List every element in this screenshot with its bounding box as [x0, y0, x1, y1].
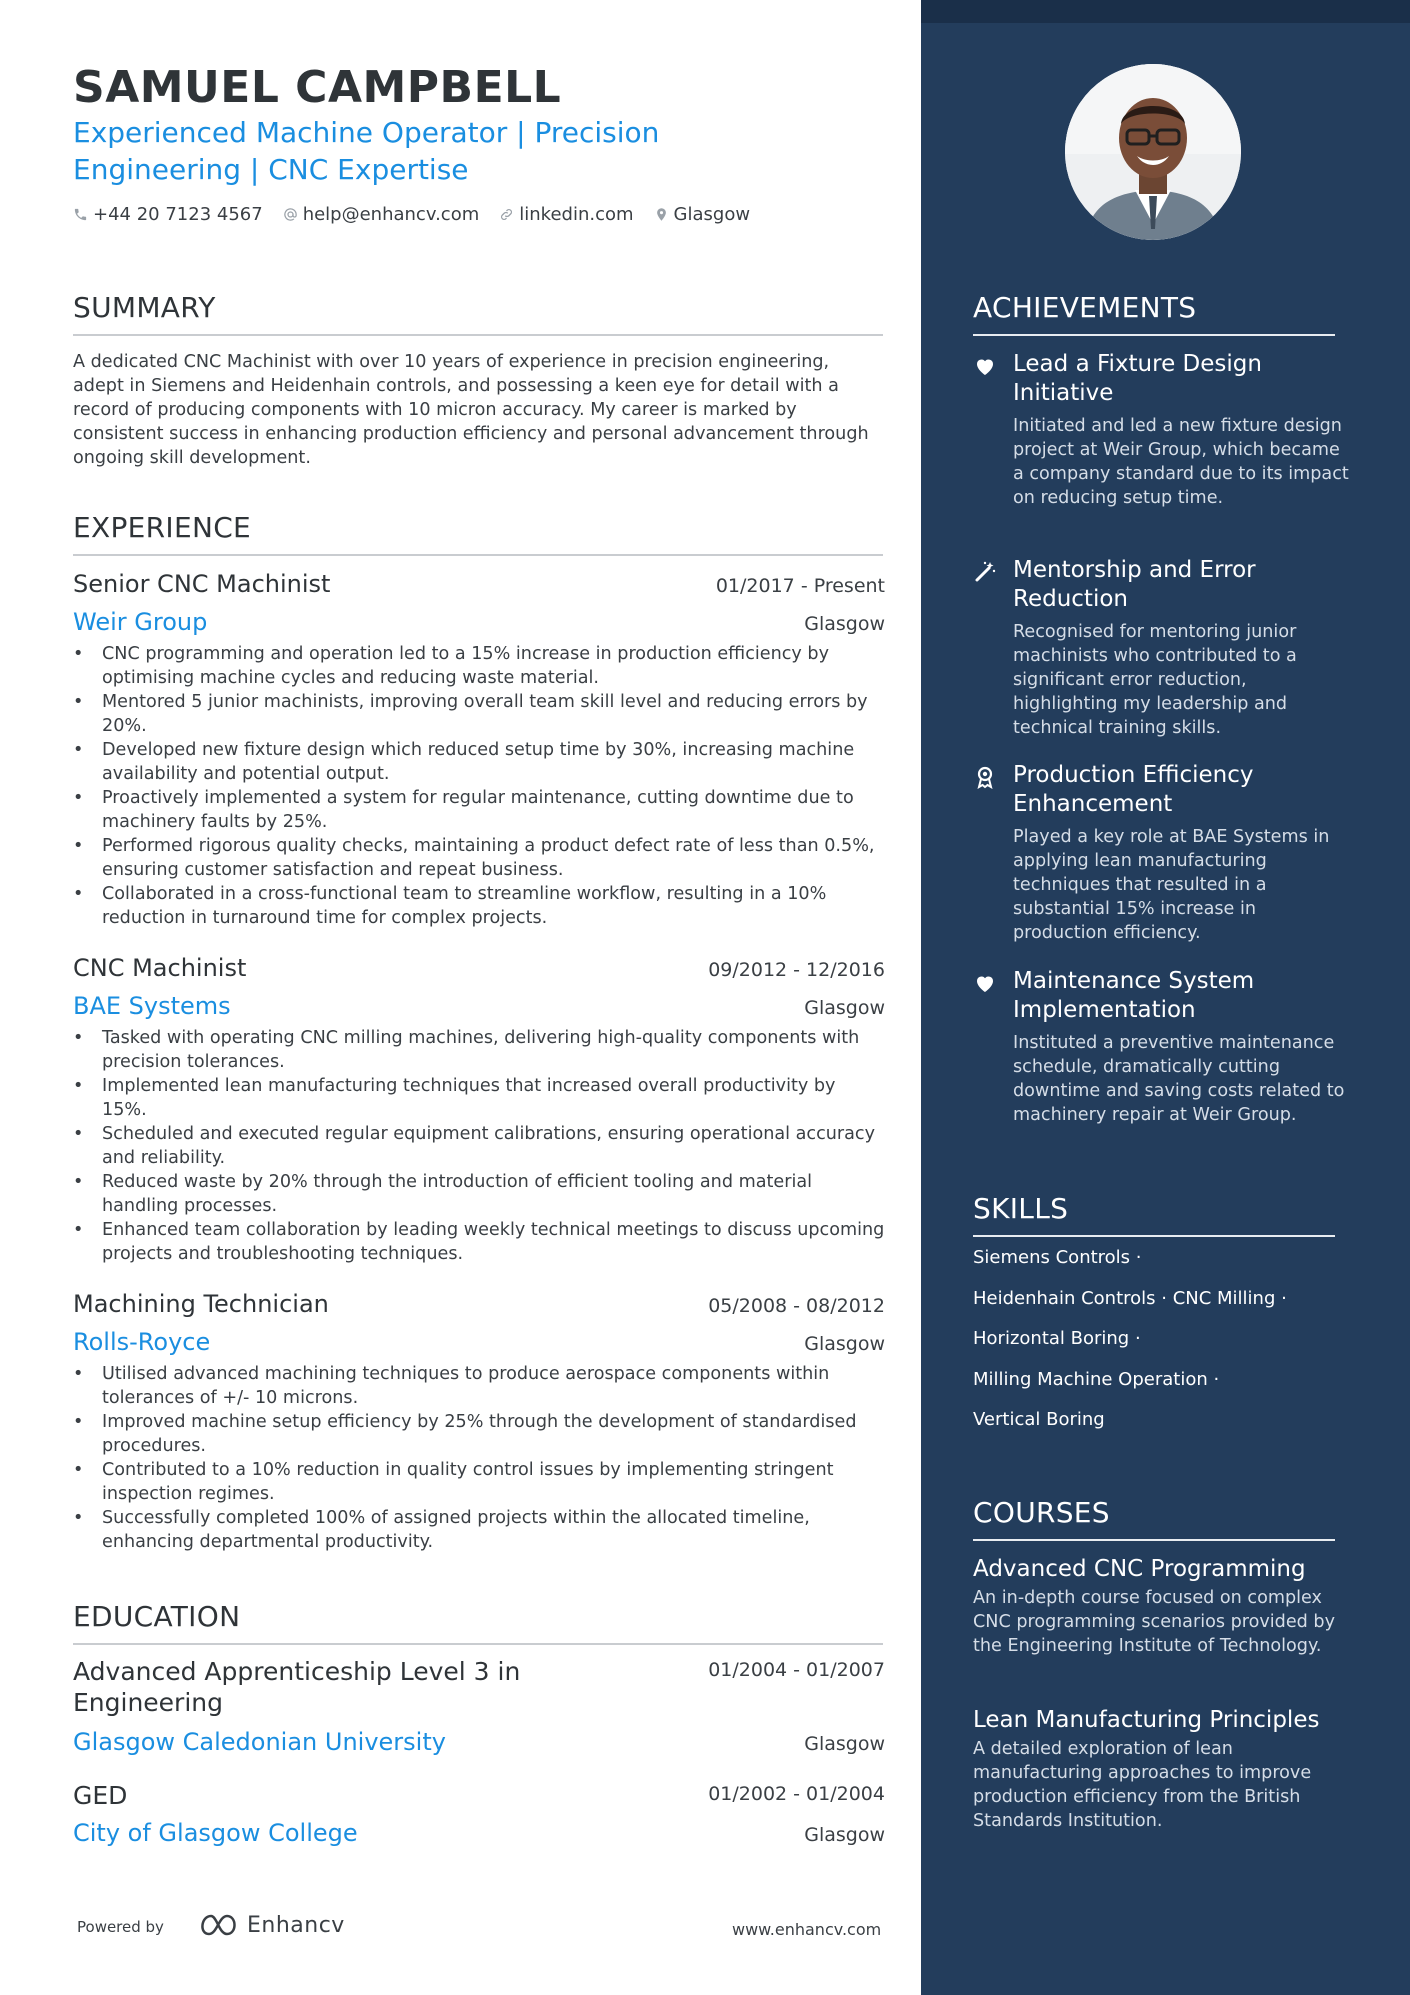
edu-school: Glasgow Caledonian University [73, 1728, 446, 1756]
course-desc: An in-depth course focused on complex CNC programming scenarios provided by the Engineering Institute of Technology. [973, 1588, 1336, 1656]
job-location: Glasgow [804, 613, 885, 635]
job-bullet: • Mentored 5 junior machinists, improving overall team skill level and reducing errors by 20%. [73, 690, 885, 738]
job-bullet: • Successfully completed 100% of assigned projects within the allocated timeline, enhancing departmental productivity. [73, 1506, 885, 1554]
headline: Experienced Machine Operator | Precision Engineering | CNC Expertise [73, 116, 660, 186]
education-entry [73, 1780, 885, 1847]
footer-url[interactable]: www.enhancv.com [732, 1920, 882, 1939]
job-bullet: • Reduced waste by 20% through the introduction of efficient tooling and material handling processes. [73, 1170, 885, 1218]
edu-degree: Advanced Apprenticeship Level 3 in Engineering [73, 1657, 521, 1717]
job-bullet: • Scheduled and executed regular equipment calibrations, ensuring operational accuracy and reliability. [73, 1122, 885, 1170]
job-dates: 01/2017 - Present [715, 575, 885, 597]
achievement-item [973, 556, 1353, 740]
award-icon [973, 765, 997, 789]
job-bullet: • Utilised advanced machining techniques to produce aerospace components within tolerances of +/- 10 microns. [73, 1362, 885, 1410]
skill-item: Siemens Controls · [973, 1247, 1142, 1268]
job-bullet: • Proactively implemented a system for regular maintenance, cutting downtime due to machinery faults by 25%. [73, 786, 885, 834]
sidebar [921, 0, 1410, 1995]
job-bullet: • Performed rigorous quality checks, maintaining a product defect rate of less than 0.5%, ensuring customer satisfaction and repeat business. [73, 834, 885, 882]
job-entry [73, 570, 885, 930]
achievement-item [973, 967, 1353, 1127]
education-entry [73, 1656, 885, 1756]
link-icon [499, 207, 514, 222]
at-icon [283, 207, 298, 222]
contact-bar [73, 202, 770, 226]
skill-item: Horizontal Boring · [973, 1328, 1141, 1349]
achievements-heading: ACHIEVEMENTS [973, 291, 1335, 336]
skill-item: Heidenhain Controls · CNC Milling · [973, 1287, 1287, 1309]
contact-location [654, 204, 751, 225]
heart-icon [973, 971, 997, 995]
courses-heading: COURSES [973, 1496, 1335, 1541]
powered-by-label: Powered by [77, 1918, 164, 1936]
course-desc: A detailed exploration of lean manufacturing approaches to improve production efficiency from the British Standards Institution. [973, 1739, 1312, 1831]
job-location: Glasgow [804, 997, 885, 1019]
achievement-desc: Initiated and led a new fixture design project at Weir Group, which became a company standard due to its impact on reducing setup time. [1013, 416, 1349, 508]
education-heading: EDUCATION [73, 1600, 883, 1645]
job-title: CNC Machinist [73, 954, 247, 982]
summary-heading: SUMMARY [73, 291, 883, 336]
course-item [973, 1554, 1353, 1658]
skill-item: Vertical Boring [973, 1409, 1105, 1430]
course-title: Advanced CNC Programming [973, 1556, 1306, 1582]
contact-linkedin-text: linkedin.com [519, 203, 634, 225]
brand-name: Enhancv [247, 1912, 345, 1938]
job-title: Machining Technician [73, 1290, 329, 1318]
course-item [973, 1705, 1353, 1833]
candidate-name: SAMUEL CAMPBELL [73, 62, 562, 113]
skill-item: Milling Machine Operation · [973, 1368, 1220, 1390]
location-pin-icon [654, 207, 669, 222]
job-company: Rolls-Royce [73, 1328, 211, 1356]
course-title: Lean Manufacturing Principles [973, 1707, 1320, 1733]
job-bullet: • CNC programming and operation led to a 15% increase in production efficiency by optimising machine cycles and reducing waste material. [73, 642, 885, 690]
achievement-desc: Instituted a preventive maintenance schedule, dramatically cutting downtime and saving costs related to machinery repair at Weir Group. [1013, 1033, 1345, 1125]
job-bullets [73, 1362, 885, 1554]
job-bullet: • Developed new fixture design which reduced setup time by 30%, increasing machine availability and potential output. [73, 738, 885, 786]
achievement-title: Lead a Fixture Design Initiative [1013, 351, 1262, 406]
job-bullet: • Implemented lean manufacturing techniques that increased overall productivity by 15%. [73, 1074, 885, 1122]
contact-linkedin[interactable] [499, 204, 633, 225]
sidebar-top-band [921, 0, 1410, 23]
job-bullets [73, 642, 885, 930]
edu-location: Glasgow [804, 1824, 885, 1846]
avatar [1065, 64, 1241, 240]
experience-heading: EXPERIENCE [73, 511, 883, 556]
achievement-item [973, 761, 1353, 945]
heart-icon [973, 354, 997, 378]
portrait-image [1065, 64, 1241, 240]
achievement-title: Mentorship and Error Reduction [1013, 557, 1256, 612]
job-location: Glasgow [804, 1333, 885, 1355]
contact-email[interactable] [283, 204, 480, 225]
enhancv-logo-icon [195, 1912, 241, 1938]
edu-location: Glasgow [804, 1733, 885, 1755]
job-dates: 05/2008 - 08/2012 [708, 1295, 885, 1317]
contact-phone[interactable] [73, 204, 263, 225]
achievement-desc: Recognised for mentoring junior machinists who contributed to a significant error reduction, highlighting my leadership and technical training skills. [1013, 622, 1297, 738]
job-bullet: • Contributed to a 10% reduction in quality control issues by implementing stringent inspection regimes. [73, 1458, 885, 1506]
contact-email-text: help@enhancv.com [302, 203, 480, 225]
job-bullet: • Enhanced team collaboration by leading weekly technical meetings to discuss upcoming projects and troubleshooting techniques. [73, 1218, 885, 1266]
contact-phone-text: +44 20 7123 4567 [93, 203, 263, 225]
edu-degree: GED [73, 1781, 128, 1810]
summary-text: A dedicated CNC Machinist with over 10 years of experience in precision engineering, adept in Siemens and Heidenhain controls, and possessing a keen eye for detail with a record of producing components with 10 micron accuracy. My career is marked by consistent success in enhancing production efficiency and personal advancement through ongoing skill development. [73, 352, 869, 468]
contact-location-text: Glasgow [673, 203, 751, 225]
achievement-item [973, 350, 1353, 510]
edu-dates: 01/2004 - 01/2007 [708, 1659, 885, 1681]
phone-icon [73, 207, 88, 222]
job-entry [73, 954, 885, 1266]
enhancv-logo[interactable] [195, 1912, 345, 1938]
job-dates: 09/2012 - 12/2016 [708, 959, 885, 981]
edu-dates: 01/2002 - 01/2004 [708, 1783, 885, 1805]
job-company: BAE Systems [73, 992, 231, 1020]
job-bullet: • Tasked with operating CNC milling machines, delivering high-quality components with precision tolerances. [73, 1026, 885, 1074]
job-bullet: • Improved machine setup efficiency by 25% through the development of standardised procedures. [73, 1410, 885, 1458]
achievement-title: Maintenance System Implementation [1013, 968, 1255, 1023]
job-title: Senior CNC Machinist [73, 570, 331, 598]
magic-wand-icon [973, 560, 997, 584]
job-bullets [73, 1026, 885, 1266]
job-bullet: • Collaborated in a cross-functional team to streamline workflow, resulting in a 10% reduction in turnaround time for complex projects. [73, 882, 885, 930]
job-entry [73, 1290, 885, 1554]
achievement-desc: Played a key role at BAE Systems in applying lean manufacturing techniques that resulted in a substantial 15% increase in production efficiency. [1013, 827, 1330, 943]
job-company: Weir Group [73, 608, 208, 636]
skills-list [973, 1247, 1353, 1450]
skills-heading: SKILLS [973, 1192, 1335, 1237]
achievement-title: Production Efficiency Enhancement [1013, 762, 1254, 817]
edu-school: City of Glasgow College [73, 1819, 358, 1847]
